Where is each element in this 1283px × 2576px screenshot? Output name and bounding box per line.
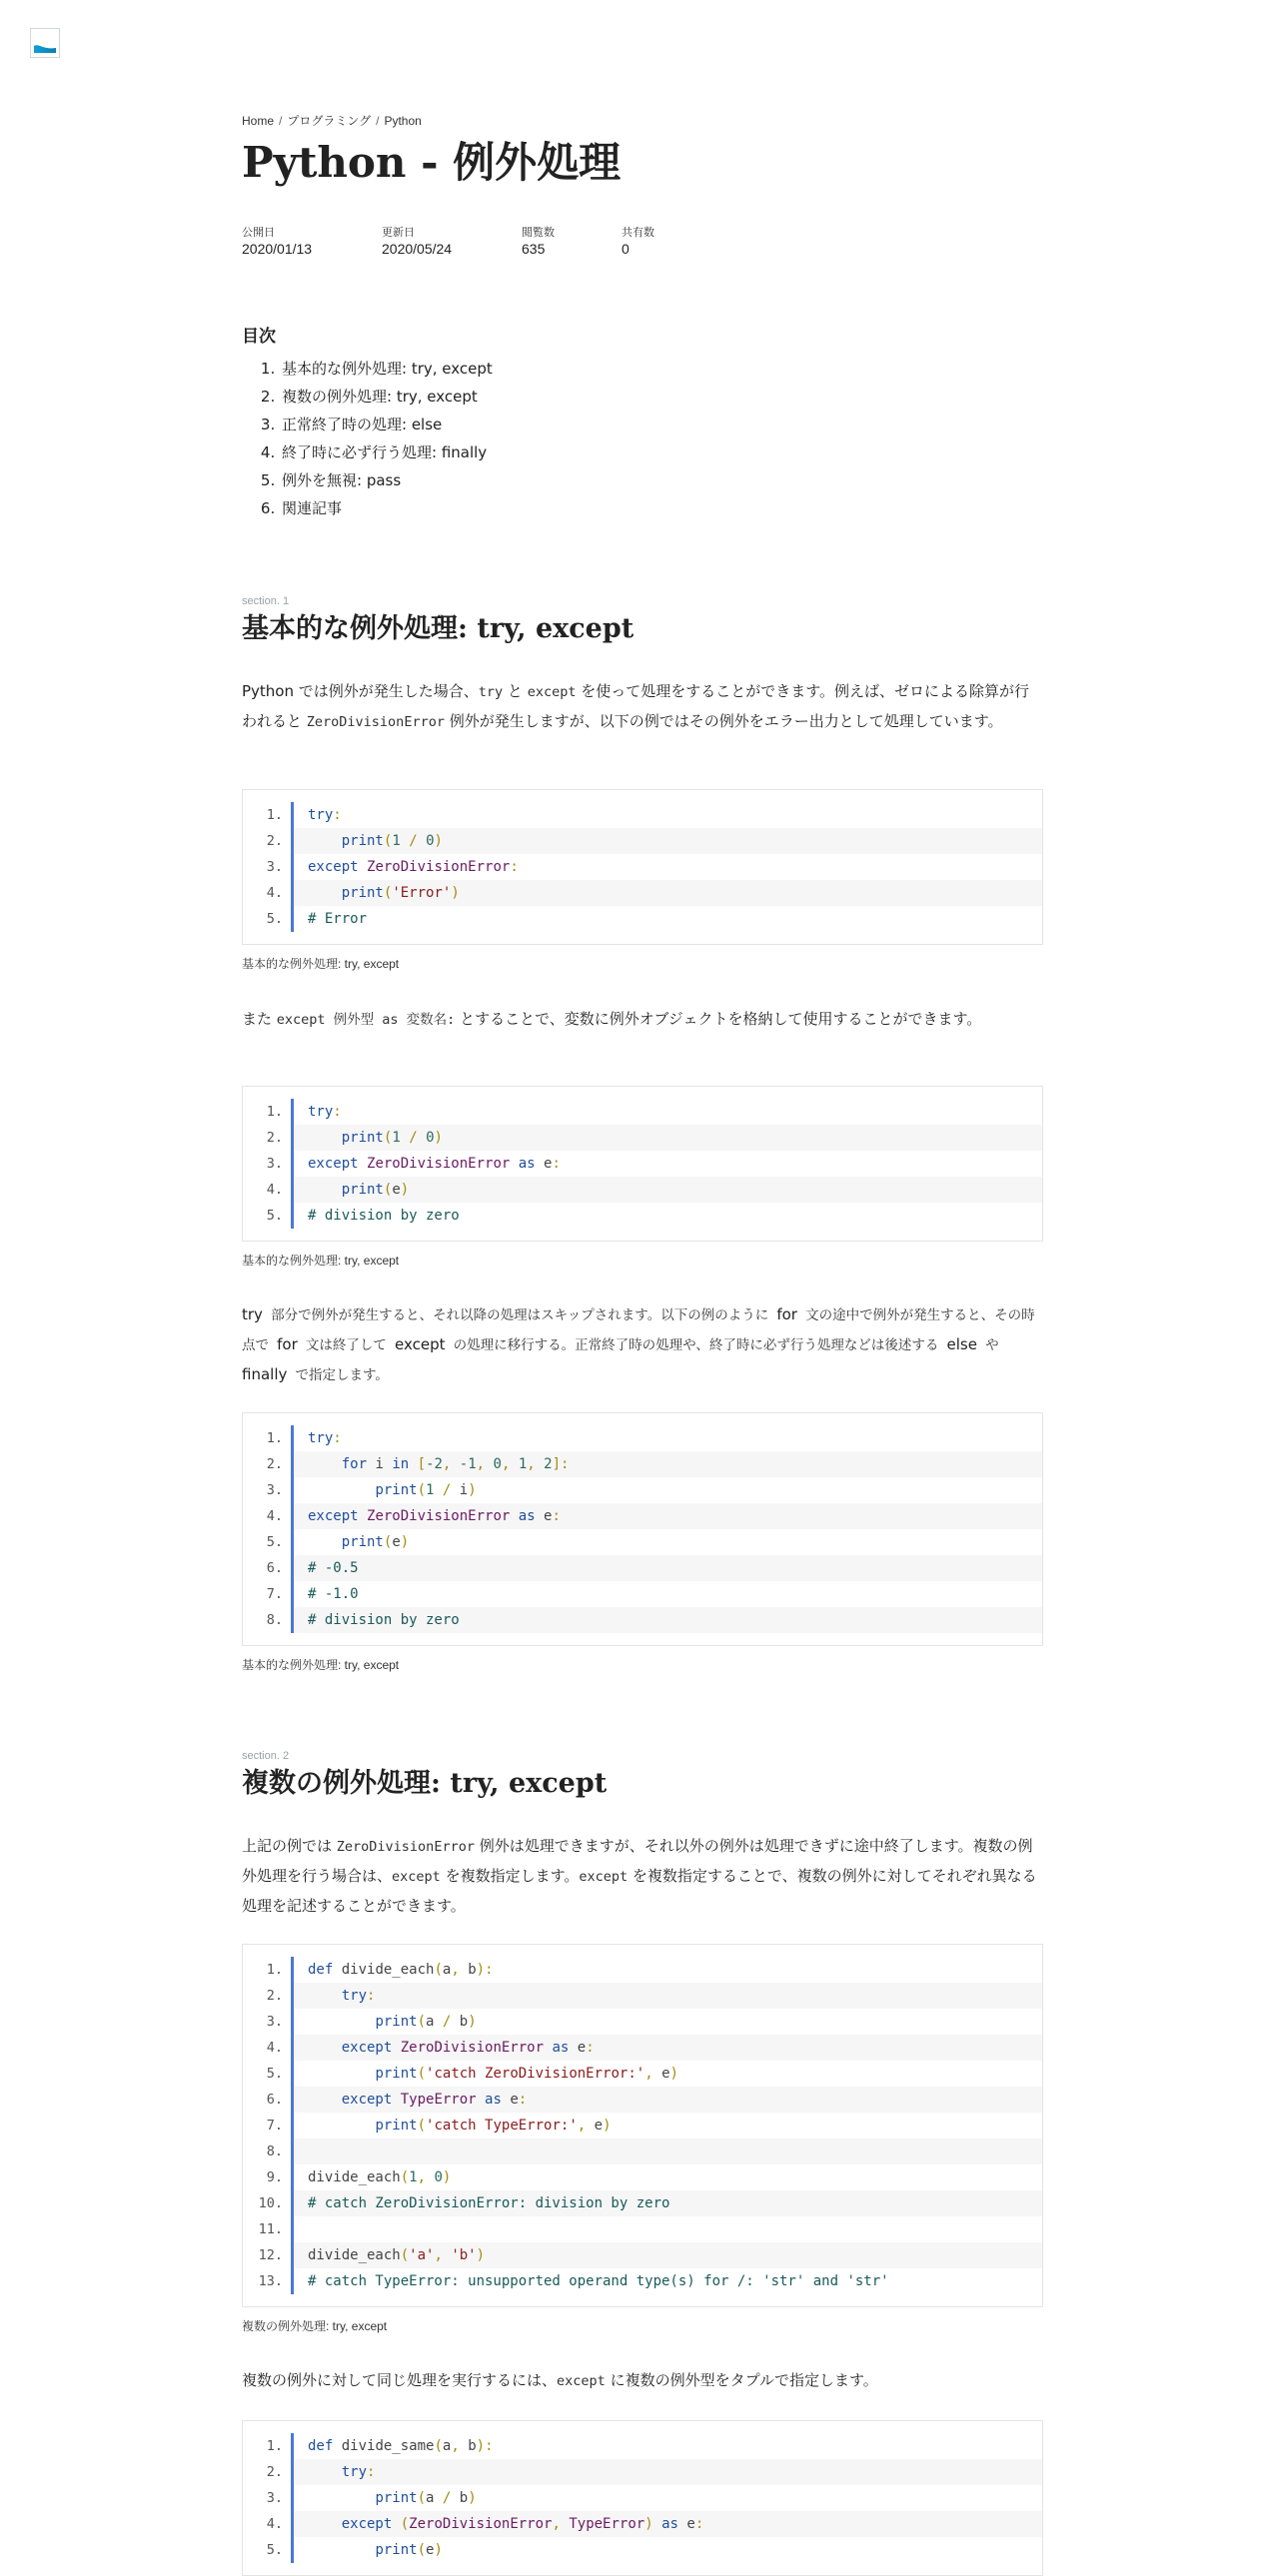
section-1-paragraph-1 — [242, 677, 1043, 737]
code-text: try: — [291, 1983, 1042, 2009]
paragraph-text: else — [946, 1335, 977, 1353]
line-number: 3. — [266, 859, 283, 875]
paragraph-text: を複数指定します。 — [440, 1867, 580, 1885]
breadcrumb-home[interactable]: Home — [242, 114, 275, 128]
code-caption: 基本的な例外処理: try, except — [242, 1254, 400, 1268]
section-1-header — [242, 595, 1043, 649]
code-line — [243, 1203, 1042, 1229]
table-of-contents — [242, 325, 493, 522]
line-number: 9. — [266, 2169, 283, 2185]
code-text: print(e) — [291, 1529, 1042, 1555]
breadcrumb-python[interactable]: Python — [384, 114, 422, 128]
code-text: except ZeroDivisionError as e: — [291, 1503, 1042, 1529]
code-text: def divide_each(a, b): — [291, 1957, 1042, 1983]
code-text: # Error — [291, 906, 1042, 932]
code-line — [243, 854, 1042, 880]
code-caption: 複数の例外処理: try, except — [242, 2319, 388, 2333]
section-1-paragraph-3 — [242, 1300, 1043, 1390]
site-logo[interactable] — [30, 28, 60, 58]
code-text: # catch ZeroDivisionError: division by zero — [291, 2190, 1042, 2216]
inline-code: ZeroDivisionError — [306, 714, 445, 730]
code-text: # -0.5 — [291, 1555, 1042, 1581]
inline-code: で指定します。 — [287, 1367, 389, 1383]
inline-code: except — [557, 2373, 606, 2389]
toc-item[interactable]: 5. 例外を無視: pass — [280, 466, 493, 494]
line-number: 5. — [266, 1534, 283, 1550]
line-number: 11. — [258, 2221, 283, 2237]
code-line — [243, 2164, 1042, 2190]
breadcrumb: Home / プログラミング / Python — [242, 114, 422, 128]
page-title: Python - 例外処理 — [242, 138, 622, 187]
inline-code: や — [976, 1337, 999, 1353]
code-text: # division by zero — [291, 1203, 1042, 1229]
inline-code: try — [478, 684, 504, 700]
paragraph-text: finally — [242, 1365, 288, 1383]
code-line — [243, 2190, 1042, 2216]
code-line — [243, 2139, 1042, 2164]
inline-code: except 例外型 as 変数名: — [276, 1012, 456, 1028]
code-line — [243, 2242, 1042, 2268]
code-text: except ZeroDivisionError: — [291, 854, 1042, 880]
code-text: except ZeroDivisionError as e: — [291, 2035, 1042, 2061]
code-block-5 — [242, 2420, 1043, 2576]
paragraph-text: を複数指定することで、複数の例外に対してそれぞれ異なる処理を記述することができます。 — [242, 1867, 1037, 1915]
line-number: 5. — [266, 2542, 283, 2558]
code-line — [243, 880, 1042, 906]
line-number: 6. — [266, 2092, 283, 2108]
section-2-paragraph-2 — [242, 2366, 1043, 2396]
code-line — [243, 2216, 1042, 2242]
inline-code: の処理に移行する。正常終了時の処理や、終了時に必ず行う処理などは後述する — [445, 1337, 947, 1353]
code-text: try: — [291, 1425, 1042, 1451]
line-number: 1. — [266, 807, 283, 823]
line-number: 8. — [266, 1612, 283, 1628]
line-number: 2. — [266, 833, 283, 849]
code-text: print('Error') — [291, 880, 1042, 906]
line-number: 1. — [266, 2438, 283, 2454]
toc-list — [242, 355, 493, 522]
toc-title: 目次 — [242, 327, 276, 347]
code-line — [243, 1555, 1042, 1581]
code-block-1 — [242, 789, 1043, 945]
code-line — [243, 802, 1042, 828]
code-text: except ZeroDivisionError as e: — [291, 1151, 1042, 1177]
code-text: divide_each(1, 0) — [291, 2164, 1042, 2190]
inline-code: except — [527, 684, 577, 700]
line-number: 7. — [266, 2118, 283, 2134]
code-text — [291, 2216, 1042, 2242]
line-number: 13. — [258, 2273, 283, 2289]
inline-code: except — [392, 1869, 441, 1885]
paragraph-text: と — [503, 682, 528, 700]
code-caption: 基本的な例外処理: try, except — [242, 957, 400, 971]
meta-published: 公開日 2020/01/13 — [242, 227, 313, 257]
code-text: print(1 / i) — [291, 1477, 1042, 1503]
code-line — [243, 2087, 1042, 2113]
paragraph-text: for — [776, 1305, 797, 1323]
line-number: 1. — [266, 1962, 283, 1978]
paragraph-text: Python では例外が発生した場合、 — [242, 682, 479, 700]
line-number: 2. — [266, 1130, 283, 1146]
code-text: # catch TypeError: unsupported operand type(s) for /: 'str' and 'str' — [291, 2268, 1042, 2294]
meta-views: 閲覧数 635 — [522, 227, 555, 257]
line-number: 3. — [266, 2490, 283, 2506]
toc-item[interactable]: 3. 正常終了時の処理: else — [280, 411, 493, 438]
code-text: try: — [291, 1099, 1042, 1125]
section-title: 基本的な例外処理: try, except — [242, 613, 635, 644]
toc-item[interactable]: 6. 関連記事 — [280, 494, 493, 522]
line-number: 3. — [266, 1156, 283, 1172]
code-text: for i in [-2, -1, 0, 1, 2]: — [291, 1451, 1042, 1477]
line-number: 5. — [266, 911, 283, 927]
code-block-4 — [242, 1944, 1043, 2307]
line-number: 7. — [266, 1586, 283, 1602]
code-line — [243, 2061, 1042, 2087]
paragraph-text: また — [242, 1010, 277, 1028]
line-number: 5. — [266, 2066, 283, 2082]
meta-shares: 共有数 0 — [622, 227, 654, 257]
code-line — [243, 1151, 1042, 1177]
inline-code: 文の途中で例外が発生すると、その時点で — [242, 1307, 1035, 1353]
code-line — [243, 2537, 1042, 2563]
paragraph-text: 例外は処理できますが、それ以外の例外は処理できずに途中終了します。複数の例外処理を行う場合は、 — [242, 1837, 1033, 1885]
code-line — [243, 2433, 1042, 2459]
code-text: def divide_same(a, b): — [291, 2433, 1042, 2459]
line-number: 4. — [266, 2516, 283, 2532]
code-line — [243, 1529, 1042, 1555]
code-caption: 基本的な例外処理: try, except — [242, 1658, 400, 1672]
line-number: 12. — [258, 2247, 283, 2263]
section-title: 複数の例外処理: try, except — [242, 1768, 608, 1799]
line-number: 10. — [258, 2195, 283, 2211]
section-2-paragraph-1 — [242, 1832, 1043, 1921]
code-text: print('catch ZeroDivisionError:', e) — [291, 2061, 1042, 2087]
line-number: 2. — [266, 2464, 283, 2480]
code-block-3 — [242, 1412, 1043, 1646]
code-line — [243, 1957, 1042, 1983]
code-line — [243, 828, 1042, 854]
code-line — [243, 906, 1042, 932]
code-line — [243, 2009, 1042, 2035]
line-number: 4. — [266, 1182, 283, 1198]
toc-item[interactable]: 2. 複数の例外処理: try, except — [280, 383, 493, 411]
code-text: print(e) — [291, 2537, 1042, 2563]
toc-item[interactable]: 4. 終了時に必ず行う処理: finally — [280, 438, 493, 466]
code-line — [243, 2459, 1042, 2485]
line-number: 3. — [266, 1482, 283, 1498]
code-line — [243, 2485, 1042, 2511]
code-line — [243, 1607, 1042, 1633]
toc-item[interactable]: 1. 基本的な例外処理: try, except — [280, 355, 493, 383]
line-number: 1. — [266, 1430, 283, 1446]
paragraph-text: 例外が発生しますが、以下の例ではその例外をエラー出力として処理しています。 — [444, 712, 1003, 730]
line-number: 3. — [266, 2014, 283, 2030]
line-number: 2. — [266, 1988, 283, 2004]
line-number: 1. — [266, 1104, 283, 1120]
code-line — [243, 2268, 1042, 2294]
inline-code: ZeroDivisionError — [336, 1839, 475, 1855]
code-text: try: — [291, 802, 1042, 828]
code-text: print(a / b) — [291, 2485, 1042, 2511]
code-text — [291, 2139, 1042, 2164]
section-2-header — [242, 1750, 1043, 1804]
code-line — [243, 1503, 1042, 1529]
code-line — [243, 2511, 1042, 2537]
paragraph-text: 複数の例外に対して同じ処理を実行するには、 — [242, 2371, 558, 2389]
code-line — [243, 2035, 1042, 2061]
meta-updated: 更新日 2020/05/24 — [382, 227, 453, 257]
paragraph-text: 上記の例では — [242, 1837, 337, 1855]
section-label: section. 2 — [242, 1750, 290, 1762]
code-text: print(1 / 0) — [291, 828, 1042, 854]
inline-code: 文は終了して — [297, 1337, 396, 1353]
section-1-paragraph-2 — [242, 1005, 1043, 1035]
line-number: 4. — [266, 1508, 283, 1524]
code-text: try: — [291, 2459, 1042, 2485]
code-text: except (ZeroDivisionError, TypeError) as e: — [291, 2511, 1042, 2537]
code-text: print(e) — [291, 1177, 1042, 1203]
code-line — [243, 1983, 1042, 2009]
paragraph-text: except — [395, 1335, 446, 1353]
code-text: except TypeError as e: — [291, 2087, 1042, 2113]
article-meta — [242, 226, 761, 258]
logo-icon — [31, 29, 59, 57]
paragraph-text: とすることで、変数に例外オブジェクトを格納して使用することができます。 — [455, 1010, 982, 1028]
code-line — [243, 1425, 1042, 1451]
paragraph-text: を使って処理をすることができます。例えば、ゼロによる除算が行われると — [242, 682, 1030, 730]
line-number: 8. — [266, 2144, 283, 2159]
line-number: 5. — [266, 1208, 283, 1224]
code-text: print(a / b) — [291, 2009, 1042, 2035]
code-text: print(1 / 0) — [291, 1125, 1042, 1151]
code-text: # -1.0 — [291, 1581, 1042, 1607]
code-line — [243, 1099, 1042, 1125]
code-line — [243, 1477, 1042, 1503]
line-number: 6. — [266, 1560, 283, 1576]
code-line — [243, 1581, 1042, 1607]
code-line — [243, 1451, 1042, 1477]
paragraph-text: for — [277, 1335, 298, 1353]
line-number: 2. — [266, 1456, 283, 1472]
paragraph-text: に複数の例外型をタプルで指定します。 — [605, 2371, 878, 2389]
inline-code: 部分で例外が発生すると、それ以降の処理はスキップされます。以下の例のように — [262, 1307, 777, 1323]
code-block-2 — [242, 1086, 1043, 1242]
code-text: divide_each('a', 'b') — [291, 2242, 1042, 2268]
code-text: print('catch TypeError:', e) — [291, 2113, 1042, 2139]
line-number: 4. — [266, 2040, 283, 2056]
breadcrumb-programming[interactable]: プログラミング — [287, 114, 372, 128]
code-line — [243, 1177, 1042, 1203]
inline-code: except — [579, 1869, 629, 1885]
line-number: 4. — [266, 885, 283, 901]
section-label: section. 1 — [242, 595, 290, 607]
code-text: # division by zero — [291, 1607, 1042, 1633]
paragraph-text: try — [242, 1305, 263, 1323]
code-line — [243, 1125, 1042, 1151]
code-line — [243, 2113, 1042, 2139]
